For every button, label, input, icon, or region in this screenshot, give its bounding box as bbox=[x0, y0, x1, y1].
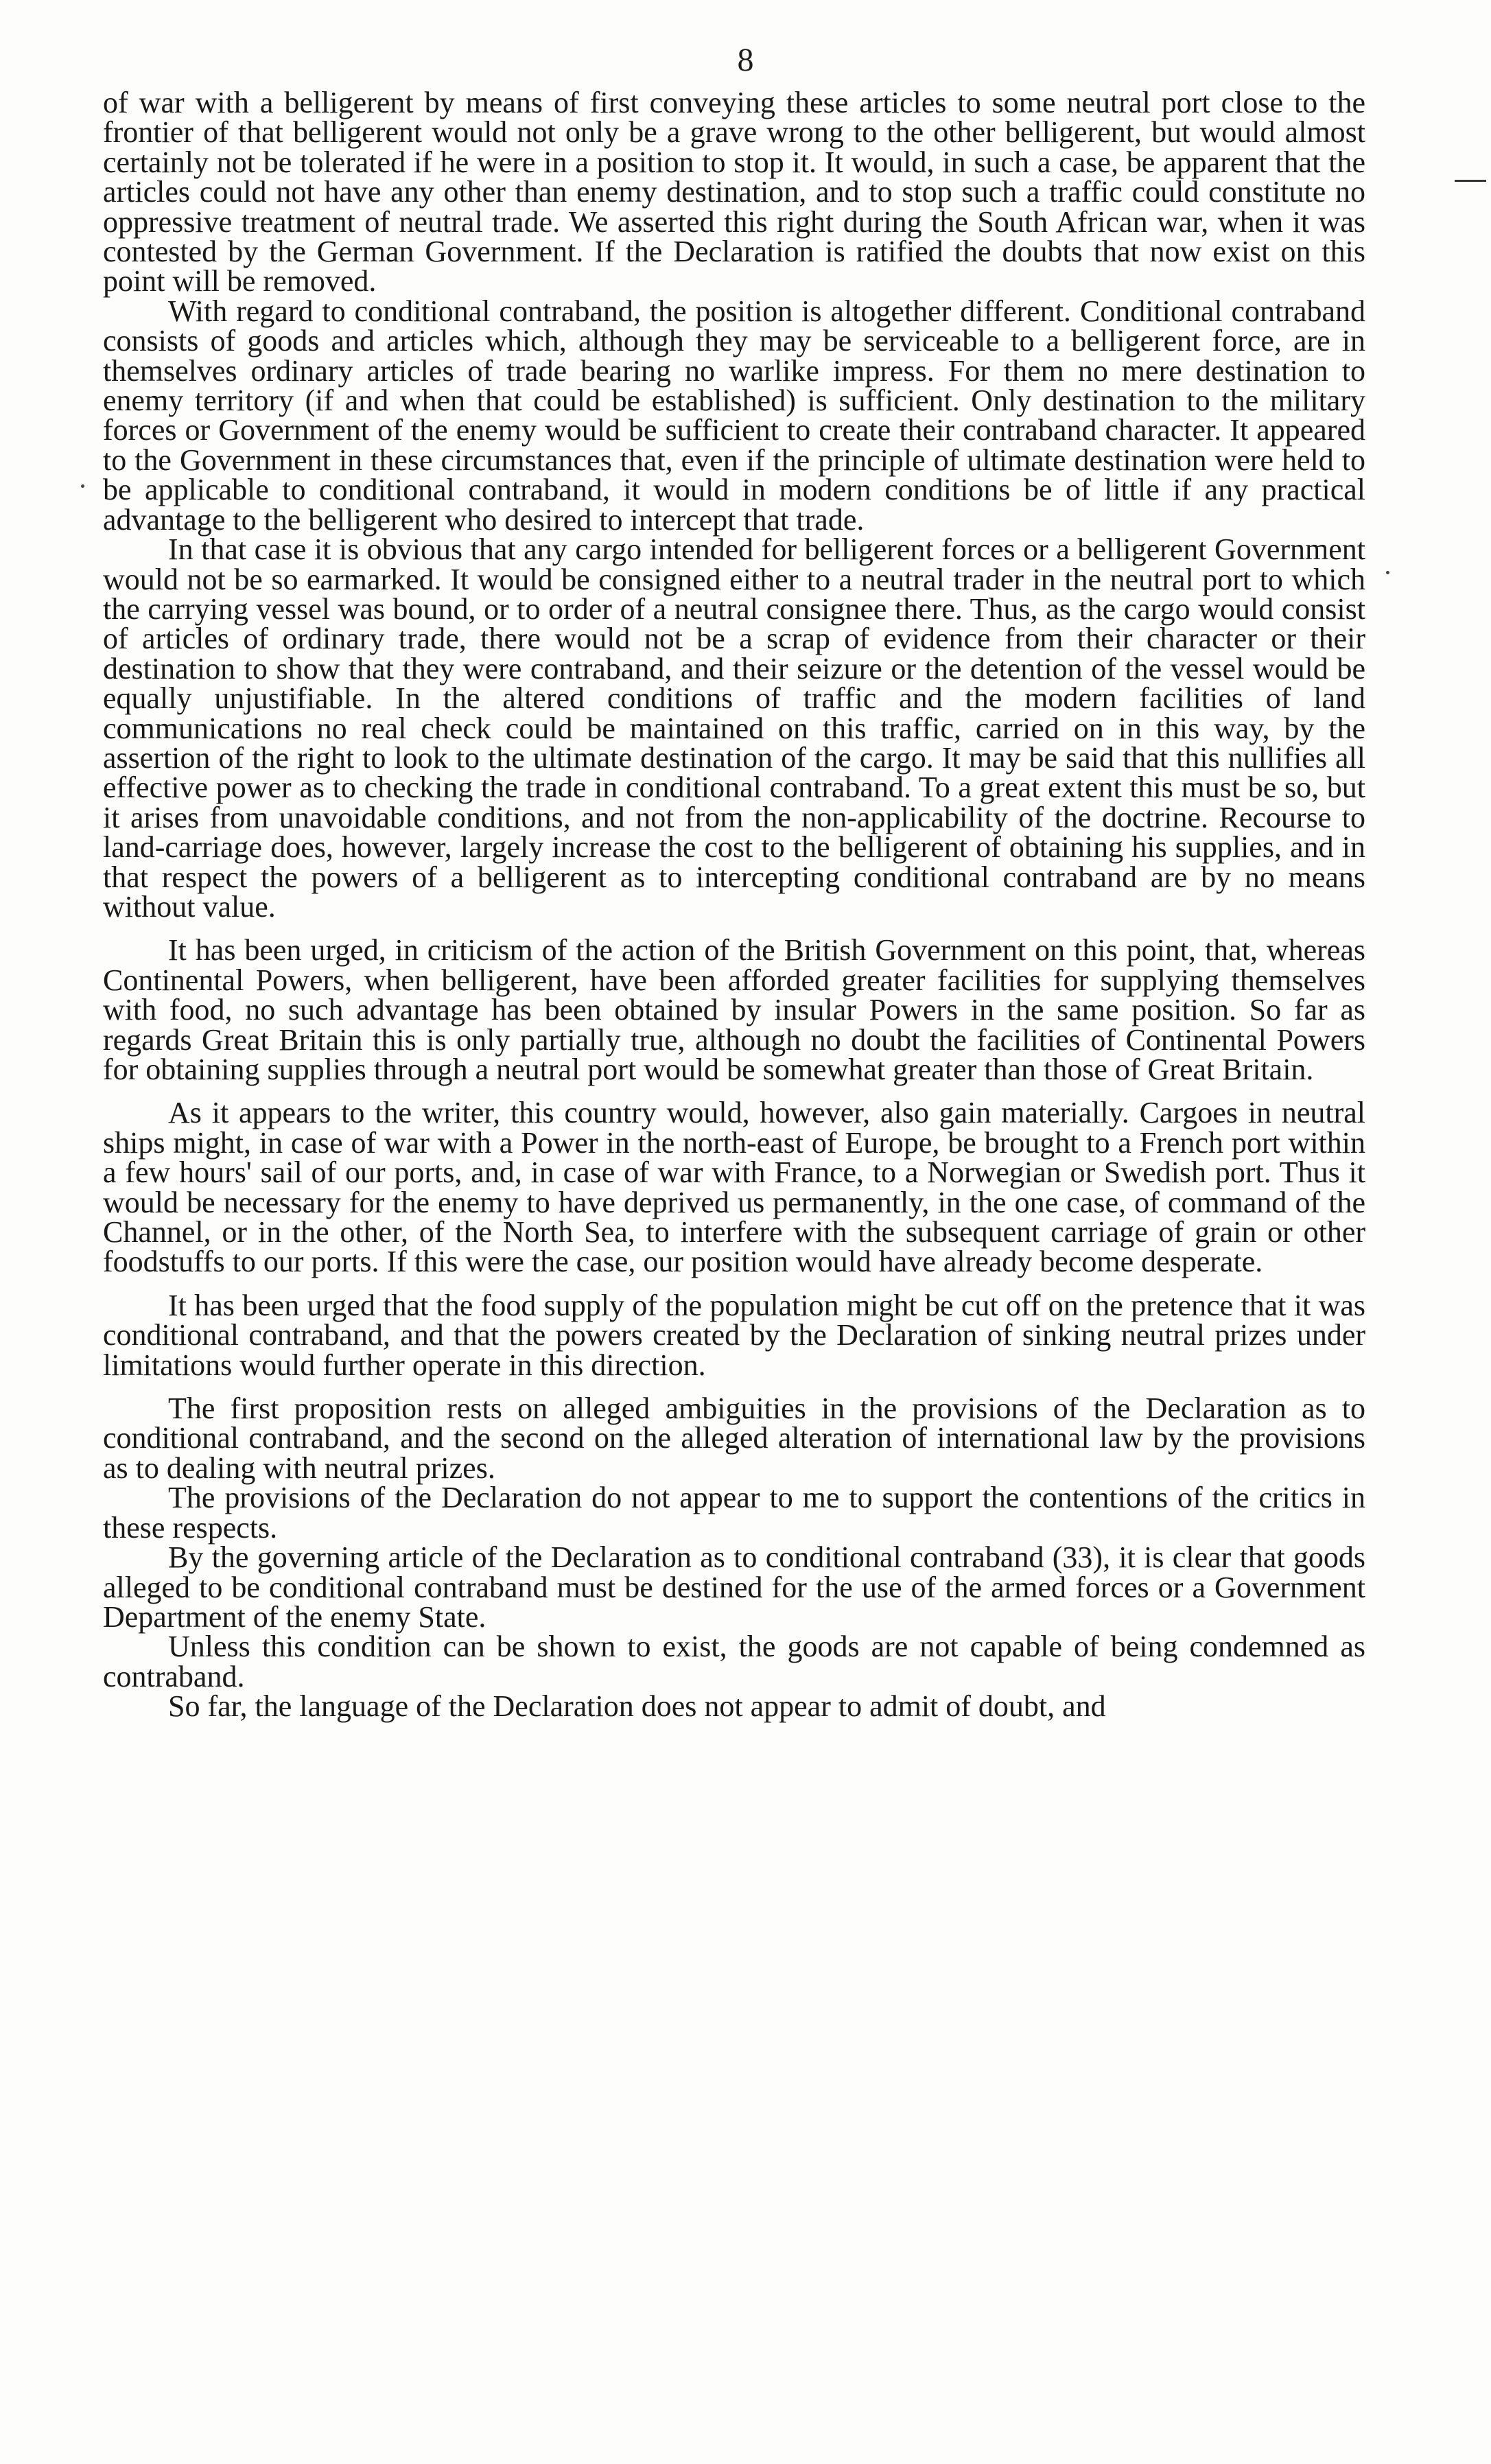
stray-ink-dot bbox=[81, 484, 84, 488]
paragraph: of war with a belligerent by means of first conveying these articles to some neutral port close to the frontier of that belligerent would not only be a grave wrong to the other belligerent, but would almost certainly not be tolerated if he were in a position to stop it. It would, in such a case, be apparent that the articles could not have any other than enemy destination, and to stop such a traffic could constitute no oppressive treatment of neutral trade. We asserted this right during the South African war, when it was contested by the German Government. If the Declaration is ratified the doubts that now exist on this point will be removed. bbox=[103, 86, 1365, 298]
paragraph: In that case it is obvious that any cargo intended for belligerent forces or a belligerent Government would not be so earmarked. It would be consigned either to a neutral trader in the neutral port to which the carrying vessel was bound, or to order of a neutral consignee there. Thus, as the cargo would consist of articles of ordinary trade, there would not be a scrap of evidence from their character or their destination to show that they were contraband, and their seizure or the detention of the vessel would be equally unjustifiable. In the altered conditions of traffic and the modern facilities of land communications no real check could be maintained on this traffic, carried on in this way, by the assertion of the right to look to the ultimate destination of the cargo. It may be said that this nullifies all effective power as to checking the trade in conditional contraband. To a great extent this must be so, but it arises from unavoidable conditions, and not from the non-applicability of the doctrine. Recourse to land-carriage does, however, largely increase the cost to the belligerent of obtaining his supplies, and in that respect the powers of a belligerent as to intercepting conditional contraband are by no means without value. bbox=[103, 532, 1365, 924]
paragraph: The provisions of the Declaration do not appear to me to support the contentions of the critics in these respects. bbox=[103, 1481, 1365, 1545]
paragraph: As it appears to the writer, this country would, however, also gain materially. Cargoes in neutral ships might, in case of war with a Power in the north-east of Europe, be brought to a French port within a few hours' sail of our ports, and, in case of war with France, to a Norwegian or Swedish port. Thus it would be necessary for the enemy to have deprived us permanently, in the one case, of command of the Channel, or in the other, of the North Sea, to interfere with the subsequent carriage of grain or other foodstuffs to our ports. If this were the case, our position would have already become desperate. bbox=[103, 1096, 1365, 1279]
paragraph: The first proposition rests on alleged ambiguities in the provisions of the Declaration as to conditional contraband, and the second on the alleged alteration of international law by the provisions as to dealing with neutral prizes. bbox=[103, 1392, 1365, 1485]
paragraph: So far, the language of the Declaration does not appear to admit of doubt, and bbox=[168, 1689, 1106, 1724]
paragraph: Unless this condition can be shown to exist, the goods are not capable of being condemned as contraband. bbox=[103, 1630, 1365, 1693]
paragraph: It has been urged that the food supply of the population might be cut off on the pretence that it was conditional contraband, and that the powers created by the Declaration of sinking neutral prizes under limitations would further operate in this direction. bbox=[103, 1288, 1365, 1382]
paragraph: With regard to conditional contraband, the position is altogether different. Conditional contraband consists of goods and articles which, although they may be serviceable to a belligerent force, are in themselves ordinary articles of trade bearing no warlike impress. For them no mere destination to enemy territory (if and when that could be established) is sufficient. Only destination to the military forces or Government of the enemy would be sufficient to create their contraband character. It appeared to the Government in these circumstances that, even if the principle of ultimate destination were held to be applicable to conditional contraband, it would in modern conditions be of little if any practical advantage to the belligerent who desired to intercept that trade. bbox=[103, 294, 1365, 537]
stray-ink-dot bbox=[1386, 571, 1389, 574]
body-text bbox=[103, 88, 1365, 1722]
paragraph: It has been urged, in criticism of the action of the British Government on this point, that, whereas Continental Powers, when belligerent, have been afforded greater facilities for supplying themselves with food, no such advantage has been obtained by insular Powers in the same position. So far as regards Great Britain this is only partially true, although no doubt the facilities of Continental Powers for obtaining supplies through a neutral port would be somewhat greater than those of Great Britain. bbox=[103, 933, 1365, 1086]
paragraph: By the governing article of the Declaration as to conditional contraband (33), it is clear that goods alleged to be conditional contraband must be destined for the use of the armed forces or a Government Department of the enemy State. bbox=[103, 1540, 1365, 1634]
page-number: 8 bbox=[737, 42, 754, 78]
margin-dash-mark bbox=[1455, 180, 1486, 182]
